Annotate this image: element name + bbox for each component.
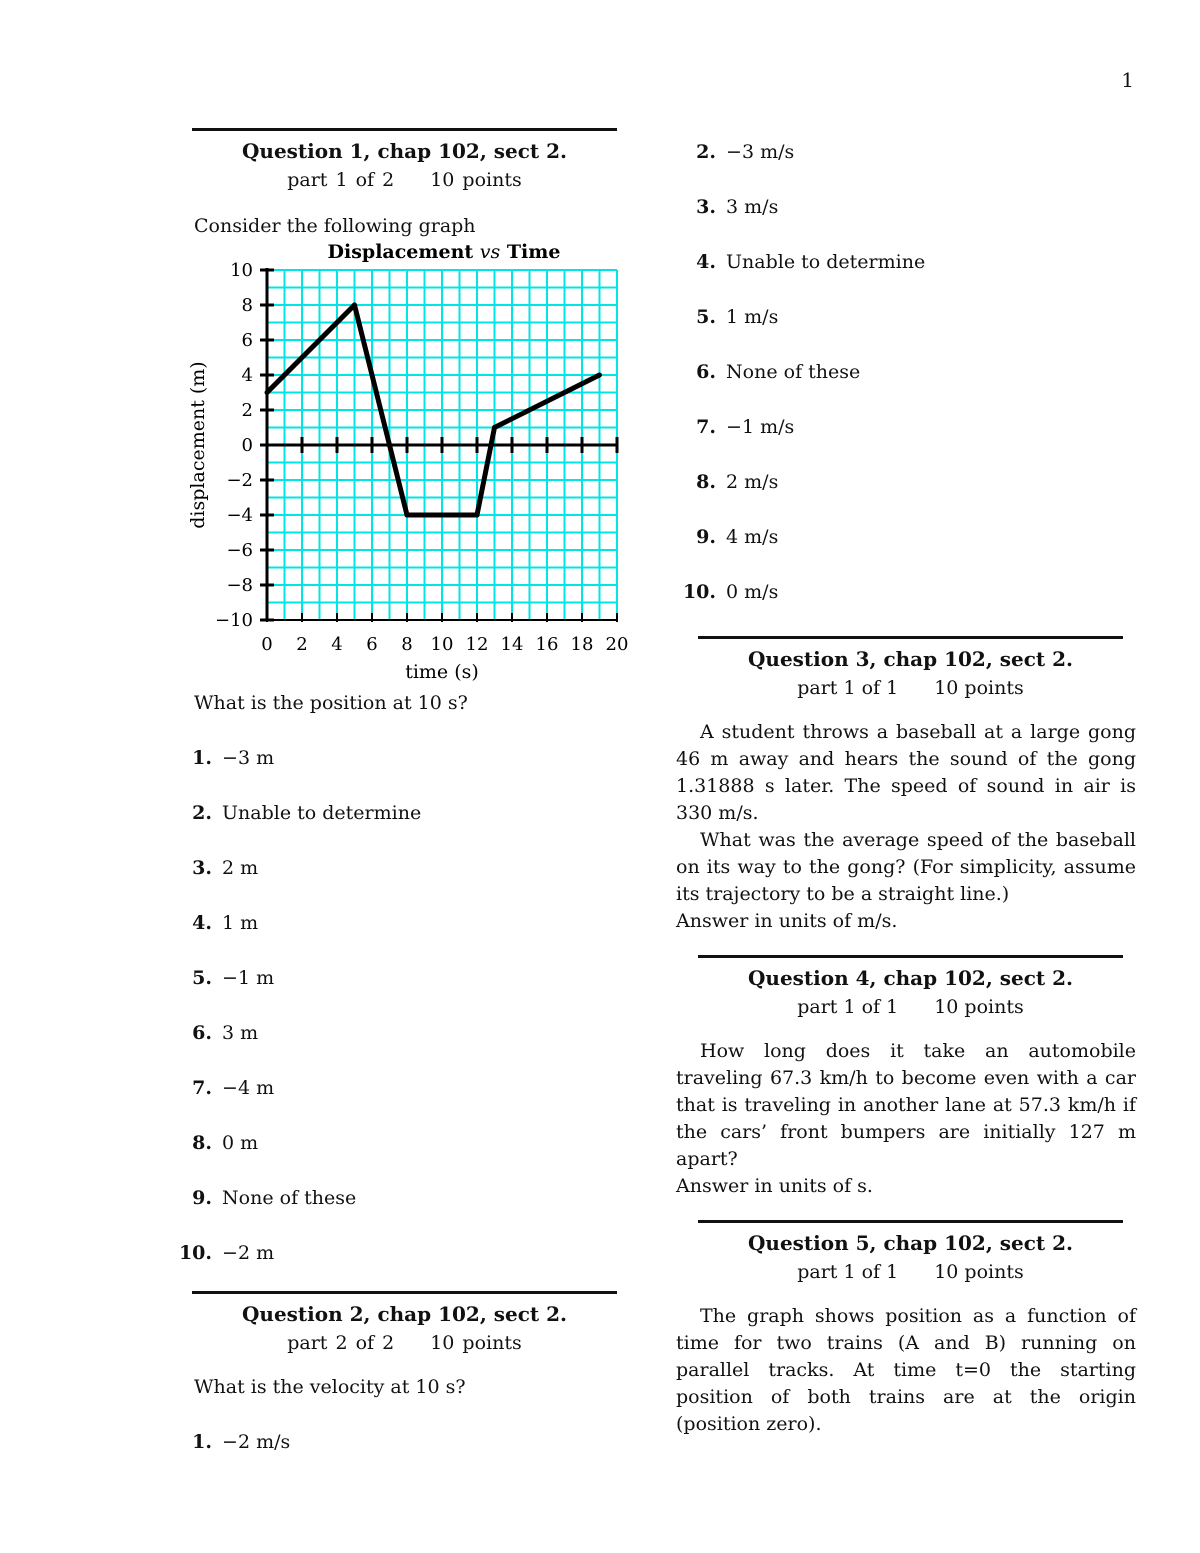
data-point	[597, 373, 602, 378]
choice-text: 4 m/s	[720, 526, 779, 548]
question-4-meta	[698, 996, 1123, 1018]
choice-number: 6.	[192, 1022, 212, 1044]
question-1-part: part 1 of 2	[287, 169, 395, 191]
choice-number: 8.	[192, 1132, 212, 1154]
question-3-header: Question 3, chap 102, sect 2.	[747, 647, 1073, 671]
y-axis-label: displacement (m)	[187, 361, 209, 529]
choice-number: 9.	[696, 526, 716, 548]
choice-text: −3 m/s	[720, 141, 795, 163]
y-tick-label: 10	[230, 260, 253, 281]
y-tick-label: 8	[241, 295, 253, 316]
question-1-choice-10	[172, 1226, 620, 1281]
question-1-choice-5	[172, 951, 620, 1006]
choice-text: −3 m	[216, 747, 275, 769]
x-tick-label: 2	[296, 634, 308, 655]
choice-number: 8.	[696, 471, 716, 493]
choice-number: 5.	[192, 967, 212, 989]
question-3-points: 10 points	[934, 677, 1024, 699]
displacement-time-chart	[172, 240, 632, 690]
data-point	[492, 425, 497, 430]
choice-text: 3 m/s	[720, 196, 779, 218]
choice-text: None of these	[720, 361, 861, 383]
choice-text: 3 m	[216, 1022, 259, 1044]
question-2-part: part 2 of 2	[287, 1332, 395, 1354]
question-1-choice-2	[172, 786, 620, 841]
choice-number: 1.	[192, 1431, 212, 1453]
question-1-choice-9	[172, 1171, 620, 1226]
choice-number: 6.	[696, 361, 716, 383]
question-4-part: part 1 of 1	[797, 996, 899, 1018]
question-3-meta	[698, 677, 1123, 699]
choice-number: 7.	[192, 1077, 212, 1099]
choice-number: 3.	[696, 196, 716, 218]
data-point	[475, 513, 480, 518]
question-2-choices-left	[172, 1415, 620, 1470]
choice-text: 0 m	[216, 1132, 259, 1154]
question-1-choice-8	[172, 1116, 620, 1171]
question-2-text: What is the velocity at 10 s?	[194, 1376, 466, 1398]
x-tick-label: 0	[261, 634, 273, 655]
y-tick-label: 6	[241, 330, 253, 351]
x-tick-label: 10	[430, 634, 454, 655]
question-2-choice-3	[676, 235, 1136, 290]
page-number: 1	[1121, 68, 1134, 92]
left-column	[172, 128, 629, 1470]
y-tick-label: −6	[226, 540, 253, 561]
question-2-choice-8	[676, 510, 1136, 565]
y-tick-label: 2	[241, 400, 253, 421]
choice-text: −2 m/s	[216, 1431, 291, 1453]
x-tick-label: 8	[401, 634, 413, 655]
x-tick-label: 6	[366, 634, 378, 655]
x-tick-label: 16	[535, 634, 559, 655]
question-1-choice-4	[172, 896, 620, 951]
choice-number: 9.	[192, 1187, 212, 1209]
question-2-choices-right	[676, 125, 1136, 620]
question-1-choice-7	[172, 1061, 620, 1116]
question-1-text: What is the position at 10 s?	[194, 692, 468, 714]
choice-number: 1.	[192, 747, 212, 769]
chart-svg	[172, 240, 632, 690]
question-1-intro: Consider the following graph	[194, 215, 476, 237]
choice-number: 4.	[192, 912, 212, 934]
question-divider	[698, 1220, 1123, 1223]
question-5-header: Question 5, chap 102, sect 2.	[747, 1231, 1073, 1255]
choice-number: 10.	[178, 1242, 212, 1264]
choice-text: 2 m	[216, 857, 259, 879]
data-point	[352, 303, 357, 308]
question-3-paragraph-1: A student throws a baseball at a large gong 46 m away and hears the sound of the gong 1.31888 s later. The speed of sound in air is 330 m/s.	[676, 721, 1136, 824]
choice-text: −1 m/s	[720, 416, 795, 438]
question-2-choice-6	[676, 400, 1136, 455]
question-divider	[192, 1291, 617, 1294]
x-tick-label: 4	[331, 634, 343, 655]
choice-text: 1 m	[216, 912, 259, 934]
choice-number: 2.	[192, 802, 212, 824]
question-4-paragraph-1: How long does it take an automobile traveling 67.3 km/h to become even with a car that is traveling in another lane at 57.3 km/h if the cars’ front bumpers are initially 127 m apart?	[676, 1040, 1136, 1170]
y-tick-label: 0	[241, 435, 253, 456]
question-2-points: 10 points	[430, 1332, 522, 1354]
question-3-answer-units: Answer in units of m/s.	[676, 910, 898, 932]
question-divider	[698, 636, 1123, 639]
question-2-meta	[192, 1332, 617, 1354]
question-2-choice-2	[676, 180, 1136, 235]
question-1-choice-6	[172, 1006, 620, 1061]
question-2-choice-9	[676, 565, 1136, 620]
data-point	[405, 513, 410, 518]
choice-number: 5.	[696, 306, 716, 328]
question-3-paragraph-2: What was the average speed of the baseball on its way to the gong? (For simplicity, assume its trajectory to be a straight line.)	[676, 829, 1136, 905]
question-1-choice-3	[172, 841, 620, 896]
y-tick-label: −2	[226, 470, 253, 491]
question-2-choice-7	[676, 455, 1136, 510]
question-2-choice-1	[172, 1415, 620, 1470]
choice-text: 2 m/s	[720, 471, 779, 493]
question-5-points: 10 points	[934, 1261, 1024, 1283]
question-divider	[698, 955, 1123, 958]
choice-number: 10.	[682, 581, 716, 603]
choice-text: −2 m	[216, 1242, 275, 1264]
x-tick-label: 20	[605, 634, 629, 655]
choice-text: −4 m	[216, 1077, 275, 1099]
question-5-meta	[698, 1261, 1123, 1283]
question-2-header: Question 2, chap 102, sect 2.	[241, 1302, 567, 1326]
question-2-choice-4	[676, 290, 1136, 345]
question-1-points: 10 points	[430, 169, 522, 191]
choice-text: Unable to determine	[720, 251, 926, 273]
choice-number: 7.	[696, 416, 716, 438]
question-2-choice-5	[676, 345, 1136, 400]
choice-text: 1 m/s	[720, 306, 779, 328]
right-column	[676, 128, 1136, 1438]
question-1-header: Question 1, chap 102, sect 2.	[241, 139, 567, 163]
y-tick-label: −4	[226, 505, 253, 526]
y-tick-label: 4	[241, 365, 253, 386]
question-1-meta	[192, 169, 617, 191]
question-4-answer-units: Answer in units of s.	[676, 1175, 873, 1197]
x-axis-label: time (s)	[405, 661, 479, 683]
x-tick-label: 14	[500, 634, 524, 655]
question-divider	[192, 128, 617, 131]
question-5-paragraph-1: The graph shows position as a function of time for two trains (A and B) running on parallel tracks. At time t=0 the starting position of both trains are at the origin (position zero).	[676, 1305, 1136, 1435]
question-2-choice-1	[676, 125, 1136, 180]
question-4-header: Question 4, chap 102, sect 2.	[747, 966, 1073, 990]
y-tick-label: −8	[226, 575, 253, 596]
y-tick-label: −10	[215, 610, 253, 631]
question-4-points: 10 points	[934, 996, 1024, 1018]
choice-number: 3.	[192, 857, 212, 879]
choice-text: None of these	[216, 1187, 357, 1209]
choice-number: 4.	[696, 251, 716, 273]
x-tick-label: 18	[570, 634, 594, 655]
choice-text: 0 m/s	[720, 581, 779, 603]
x-tick-label: 12	[465, 634, 489, 655]
question-1-choice-1	[172, 731, 620, 786]
question-5-part: part 1 of 1	[797, 1261, 899, 1283]
question-3-part: part 1 of 1	[797, 677, 899, 699]
chart-title: Displacement vs Time	[327, 241, 561, 263]
data-point	[265, 390, 270, 395]
choice-text: −1 m	[216, 967, 275, 989]
choice-number: 2.	[696, 141, 716, 163]
question-1-choices	[172, 731, 620, 1281]
choice-text: Unable to determine	[216, 802, 422, 824]
